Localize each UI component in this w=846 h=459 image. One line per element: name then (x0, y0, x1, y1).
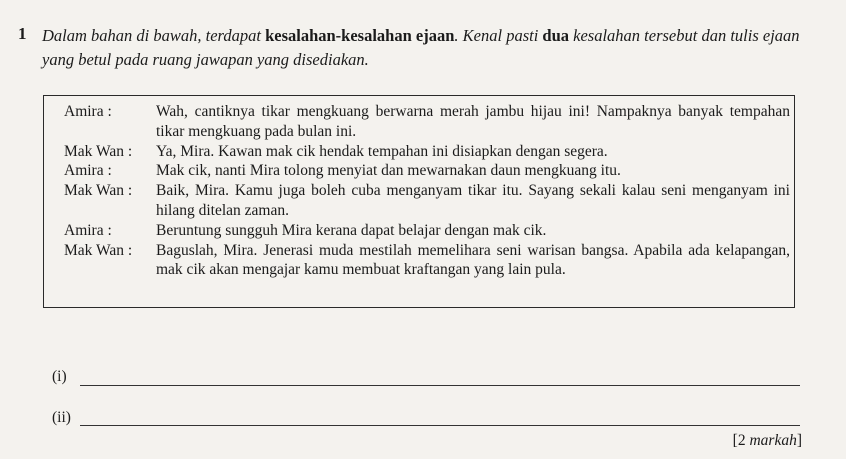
dialogue-text: Ya, Mira. Kawan mak cik hendak tempahan ini disiapkan dengan segera. (156, 142, 608, 160)
dialogue (64, 102, 790, 280)
speaker: Mak Wan : (64, 142, 133, 160)
instruction-middle: . Kenal pasti (454, 26, 543, 45)
speaker: Mak Wan : (64, 182, 133, 200)
instruction-bold: kesalahan-kesalahan ejaan (265, 26, 455, 45)
dialogue-line (64, 102, 790, 142)
marks-label: [2 markah] (732, 432, 802, 449)
dialogue-line (64, 241, 790, 281)
dialogue-line (64, 161, 790, 181)
answer-line-ii[interactable] (80, 425, 800, 426)
dialogue-text: Baguslah, Mira. Jenerasi muda mestilah memelihara seni warisan bangsa. Apabila ada kelapangan, mak cik akan mengajar kamu membuat kraftangan yang lain pula. (156, 241, 790, 279)
answer-line-i[interactable] (80, 385, 800, 386)
dialogue-text: Beruntung sungguh Mira kerana dapat belajar dengan mak cik. (156, 221, 547, 239)
dialogue-text: Baik, Mira. Kamu juga boleh cuba menganyam tikar itu. Sayang sekali kalau seni menganyam ini hilang ditelan zaman. (156, 182, 790, 219)
speaker: Mak Wan : (64, 241, 133, 259)
speaker: Amira : (64, 162, 112, 180)
dialogue-line (64, 181, 790, 221)
question-instruction (42, 24, 832, 72)
instruction-prefix: Dalam bahan di bawah, terdapat (42, 26, 266, 45)
answer-label-i: (i) (52, 368, 67, 385)
dialogue-text: Wah, cantiknya tikar mengkuang berwarna merah jambu hijau ini! Nampaknya banyak tempahan tikar mengkuang pada bulan ini. (156, 103, 790, 140)
speaker: Amira : (64, 103, 112, 120)
dialogue-text: Mak cik, nanti Mira tolong menyiat dan mewarnakan daun mengkuang itu. (156, 162, 621, 180)
speaker: Amira : (64, 221, 112, 239)
answer-label-ii: (ii) (52, 409, 71, 426)
question-number: 1 (18, 24, 27, 43)
instruction-suffix: kesalahan tersebut dan tulis ejaan yang betul pada ruang jawapan yang disediakan. (42, 26, 800, 69)
instruction-bold-2: dua (542, 26, 570, 45)
dialogue-line (64, 221, 790, 241)
dialogue-line (64, 142, 790, 162)
